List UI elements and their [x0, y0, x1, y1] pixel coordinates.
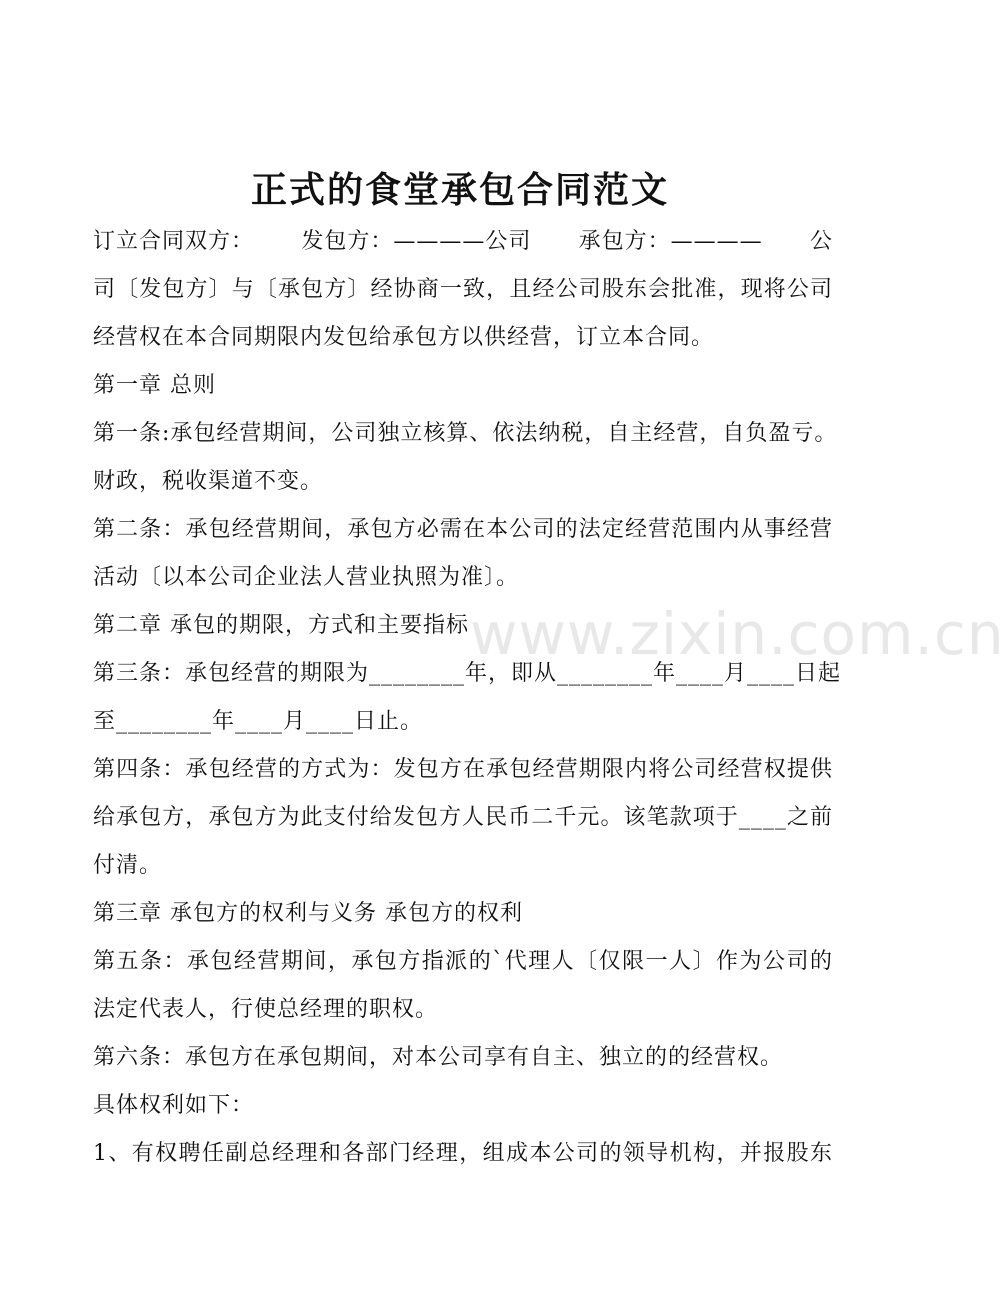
document-title: 正式的食堂承包合同范文 [250, 169, 669, 211]
issuer-party: 发包方：————公司 [301, 229, 532, 254]
body-line: 具体权利如下： [93, 1093, 255, 1118]
contractor-party: 承包方：———— [578, 229, 763, 254]
body-line: 财政，税收渠道不变。 [93, 469, 324, 494]
body-line: 付清。 [93, 853, 163, 878]
chapter-heading: 第二章 承包的期限，方式和主要指标 [93, 613, 469, 638]
chapter-heading: 第一章 总则 [93, 373, 216, 398]
chapter-heading: 第三章 承包方的权利与义务 承包方的权利 [93, 901, 523, 926]
body-line: 第六条：承包方在承包期间，对本公司享有自主、独立的的经营权。 [93, 1045, 784, 1070]
body-line: 法定代表人，行使总经理的职权。 [93, 997, 439, 1022]
body-line: 给承包方，承包方为此支付给发包方人民币二千元。该笔款项于____之前 [93, 805, 833, 830]
watermark-text: www.zixin.com.cn [470, 600, 1005, 668]
body-line: 第二条：承包经营期间，承包方必需在本公司的法定经营范围内从事经营 [93, 517, 833, 542]
body-line: 1、有权聘任副总经理和各部门经理，组成本公司的领导机构，并报股东 [93, 1141, 833, 1166]
body-line: 活动〔以本公司企业法人营业执照为准〕。 [93, 565, 520, 590]
body-line: 第五条：承包经营期间，承包方指派的`代理人〔仅限一人〕作为公司的 [93, 949, 833, 974]
body-line: 经营权在本合同期限内发包给承包方以供经营，订立本合同。 [93, 325, 715, 350]
body-line: 至________年____月____日止。 [93, 709, 424, 734]
body-line: 第四条：承包经营的方式为：发包方在承包经营期限内将公司经营权提供 [93, 757, 833, 782]
contract-parties-line [93, 224, 833, 255]
parties-tail: 公 [809, 229, 833, 254]
body-line: 第三条：承包经营的期限为________年，即从________年____月____日起 [93, 661, 842, 686]
body-line: 司〔发包方〕与〔承包方〕经协商一致，且经公司股东会批准，现将公司 [93, 277, 833, 302]
body-line: 第一条:承包经营期间，公司独立核算、依法纳税，自主经营，自负盈亏。 [93, 421, 838, 446]
parties-label: 订立合同双方： [93, 229, 255, 254]
